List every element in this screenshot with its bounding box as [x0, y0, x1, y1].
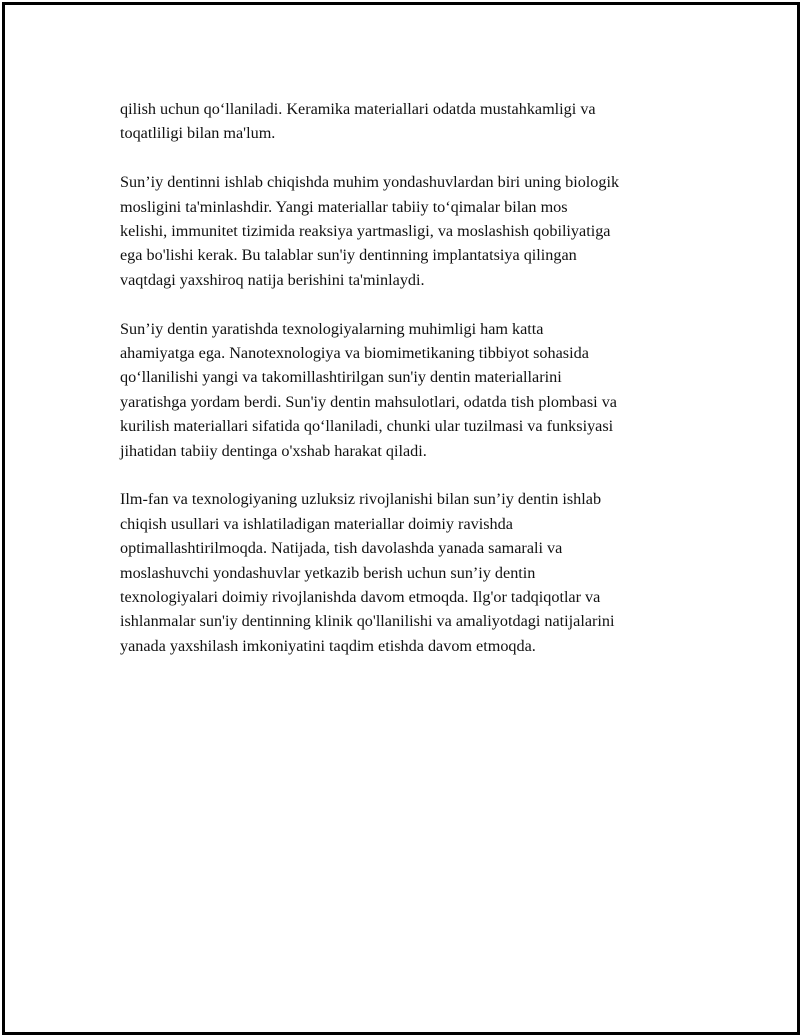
text-line: Ilm-fan va texnologiyaning uzluksiz rivojlanishi bilan sun’iy dentin ishlab	[120, 490, 602, 509]
text-line: vaqtdagi yaxshiroq natija berishini ta'minlaydi.	[120, 270, 425, 289]
text-line: kurilish materiallari sifatida qo‘llaniladi, chunki ular tuzilmasi va funksiyasi	[120, 417, 614, 436]
text-line: kelishi, immunitet tizimida reaksiya yartmasligi, va moslashish qobiliyatiga	[120, 222, 611, 241]
text-line: qo‘llanilishi yangi va takomillashtirilgan sun'iy dentin materiallarini	[120, 368, 562, 387]
document-body	[120, 97, 700, 683]
text-line: moslashuvchi yondashuvlar yetkazib berish uchun sun’iy dentin	[120, 563, 536, 582]
text-line: chiqish usullari va ishlatiladigan materiallar doimiy ravishda	[120, 514, 513, 533]
text-line: optimallashtirilmoqda. Natijada, tish davolashda yanada samarali va	[120, 539, 563, 558]
text-line: yanada yaxshilash imkoniyatini taqdim etishda davom etmoqda.	[120, 636, 536, 655]
text-line: jihatidan tabiiy dentinga o'xshab harakat qiladi.	[120, 441, 427, 460]
text-line: ega bo'lishi kerak. Bu talablar sun'iy dentinning implantatsiya qilingan	[120, 246, 577, 265]
text-line: toqatliligi bilan ma'lum.	[120, 124, 276, 143]
paragraph-1	[120, 97, 700, 146]
paragraph-2	[120, 170, 700, 292]
text-line: Sun’iy dentin yaratishda texnologiyalarning muhimligi ham katta	[120, 319, 544, 338]
page	[2, 2, 800, 1035]
text-line: texnologiyalari doimiy rivojlanishda davom etmoqda. Ilg'or tadqiqotlar va	[120, 588, 601, 607]
text-line: ahamiyatga ega. Nanotexnologiya va biomimetikaning tibbiyot sohasida	[120, 344, 589, 363]
text-line: mosligini ta'minlashdir. Yangi materiallar tabiiy to‘qimalar bilan mos	[120, 197, 568, 216]
text-line: yaratishga yordam berdi. Sun'iy dentin mahsulotlari, odatda tish plombasi va	[120, 392, 617, 411]
text-line: Sun’iy dentinni ishlab chiqishda muhim yondashuvlardan biri uning biologik	[120, 173, 620, 192]
text-line: ishlanmalar sun'iy dentinning klinik qo'llanilishi va amaliyotdagi natijalarini	[120, 612, 615, 631]
text-line: qilish uchun qo‘llaniladi. Keramika materiallari odatda mustahkamligi va	[120, 100, 596, 118]
paragraph-4	[120, 487, 700, 658]
paragraph-3	[120, 317, 700, 463]
